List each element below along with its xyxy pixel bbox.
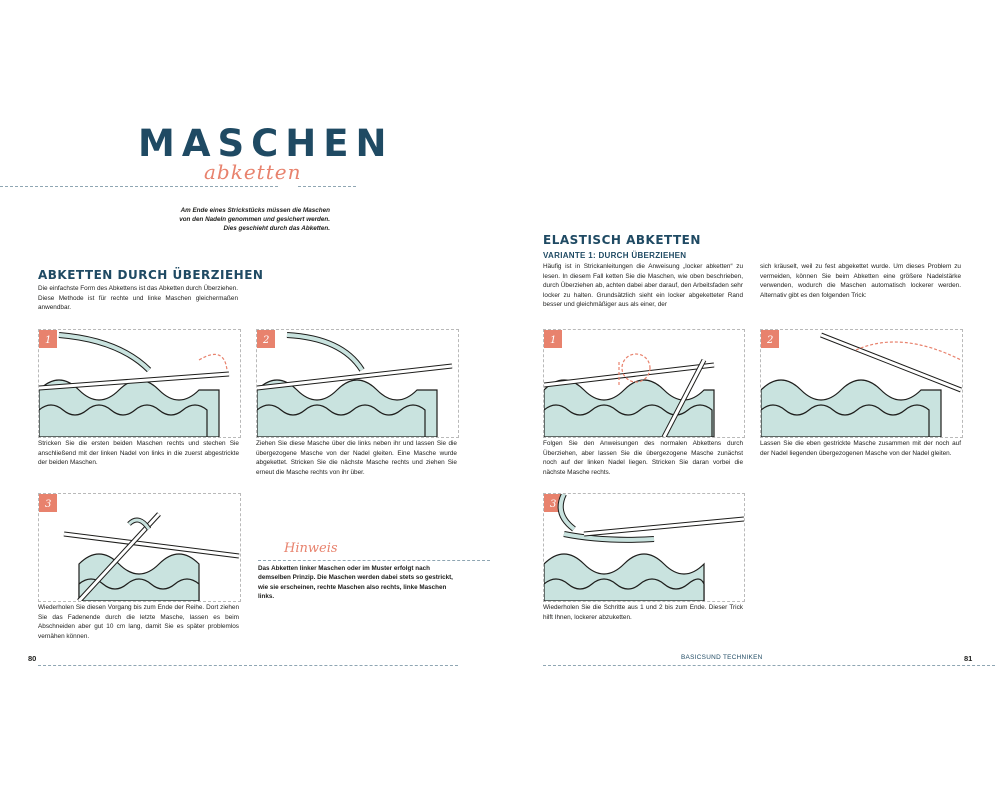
- figure-left-step-1: [38, 329, 241, 438]
- caption-left-step-3: Wiederholen Sie diesen Vorgang bis zum Ende der Reihe. Dort ziehen Sie das Fadenende durch die letzte Masche, lassen es beim Abschneiden aber gut 10 cm lang, damit Sie es später problemlos vernähen können.: [38, 604, 239, 640]
- knitting-illustration: [39, 330, 240, 437]
- step-number: 2: [263, 335, 270, 346]
- intro-line: Am Ende eines Strickstücks müssen die Maschen: [180, 207, 330, 214]
- caption-left-step-1: Stricken Sie die ersten beiden Maschen rechts und stechen Sie anschließend mit der linken Nadel von links in die zuerst abgestrickte der beiden Maschen.: [38, 440, 239, 467]
- caption-left-step-2: Ziehen Sie diese Masche über die links neben ihr und lassen Sie die übergezogene Masche von der Nadel gleiten. Eine Masche wurde abgekettet. Stricken Sie die nächste Masche rechts und ziehen Sie erneut die Masche rechts von ihr über.: [256, 440, 457, 476]
- caption-right-step-3: Wiederholen Sie die Schritte aus 1 und 2 bis zum Ende. Dieser Trick hilft Ihnen, lockerer abzuketten.: [543, 604, 743, 621]
- step-number: 2: [767, 335, 774, 346]
- page-number-left: 80: [28, 654, 37, 663]
- figure-left-step-2: [256, 329, 459, 438]
- section-paragraph-left: Die einfachste Form des Abkettens ist das Abketten durch Überziehen. Diese Methode ist für rechte und linke Maschen gleichermaßen anwendbar.: [38, 285, 238, 312]
- step-number: 3: [45, 499, 52, 510]
- section-subheading-right: VARIANTE 1: DURCH ÜBERZIEHEN: [543, 251, 687, 260]
- title-divider: [0, 186, 278, 187]
- caption-right-step-2: Lassen Sie die eben gestrickte Masche zusammen mit der noch auf der Nadel liegenden übergezogenen Masche von der Nadel gleiten.: [760, 440, 961, 457]
- page-number-right: 81: [964, 654, 973, 663]
- figure-left-step-3: [38, 493, 241, 602]
- knitting-illustration: [544, 494, 744, 601]
- page-subtitle-script: abketten: [204, 160, 302, 184]
- intro-line: Dies geschieht durch das Abketten.: [223, 225, 330, 233]
- figure-right-step-1: [543, 329, 745, 438]
- step-number: 1: [550, 335, 557, 346]
- intro-line: von den Nadeln genommen und gesichert werden.: [179, 216, 330, 224]
- footer-divider-right: [543, 665, 995, 666]
- page-title: MASCHEN: [138, 122, 394, 165]
- right-column-1-text: Häufig ist in Strickanleitungen die Anweisung „locker abketten“ zu lesen. In diesem Fall ketten Sie die Maschen, wie oben beschrieben, durch Überziehen ab, achten dabei aber darauf, den Arbeitsfaden sehr locker zu halten. Grundsätzlich sieht ein locker abgeketteter Rand besser und gleichmäßiger aus als einer, der: [543, 263, 743, 309]
- section-heading-left: ABKETTEN DURCH ÜBERZIEHEN: [38, 268, 264, 282]
- note-title: Hinweis: [284, 541, 338, 556]
- knitting-illustration: [39, 494, 240, 601]
- figure-right-step-3: [543, 493, 745, 602]
- footer-section-label: BASICSUND TECHNIKEN: [681, 654, 763, 661]
- figure-right-step-2: [760, 329, 963, 438]
- knitting-illustration: [257, 330, 458, 437]
- intro-text: [150, 206, 330, 233]
- knitting-illustration: [761, 330, 962, 437]
- step-number: 3: [550, 499, 557, 510]
- right-column-2-text: sich kräuselt, weil zu fest abgekettet wurde. Um dieses Problem zu vermeiden, können Sie beim Abketten eine größere Nadelstärke verwenden, wodurch die Maschen automatisch lockerer werden. Alternativ gibt es den folgenden Trick:: [760, 263, 961, 299]
- caption-right-step-1: Folgen Sie den Anweisungen des normalen Abkettens durch Überziehen, aber lassen Sie die übergezogene Masche zunächst noch auf der linken Nadel liegen. Stricken Sie daran vorbei die nächste Masche rechts.: [543, 440, 743, 476]
- note-divider: [258, 560, 490, 561]
- title-divider-right: [298, 186, 356, 187]
- knitting-illustration: [544, 330, 744, 437]
- section-heading-right: ELASTISCH ABKETTEN: [543, 233, 701, 247]
- step-number: 1: [45, 335, 52, 346]
- note-text: Das Abketten linker Maschen oder im Muster erfolgt nach demselben Prinzip. Die Maschen werden dabei stets so gestrickt, wie sie erscheinen, rechte Maschen also rechts, linke Maschen links.: [258, 565, 453, 601]
- footer-divider-left: [38, 665, 458, 666]
